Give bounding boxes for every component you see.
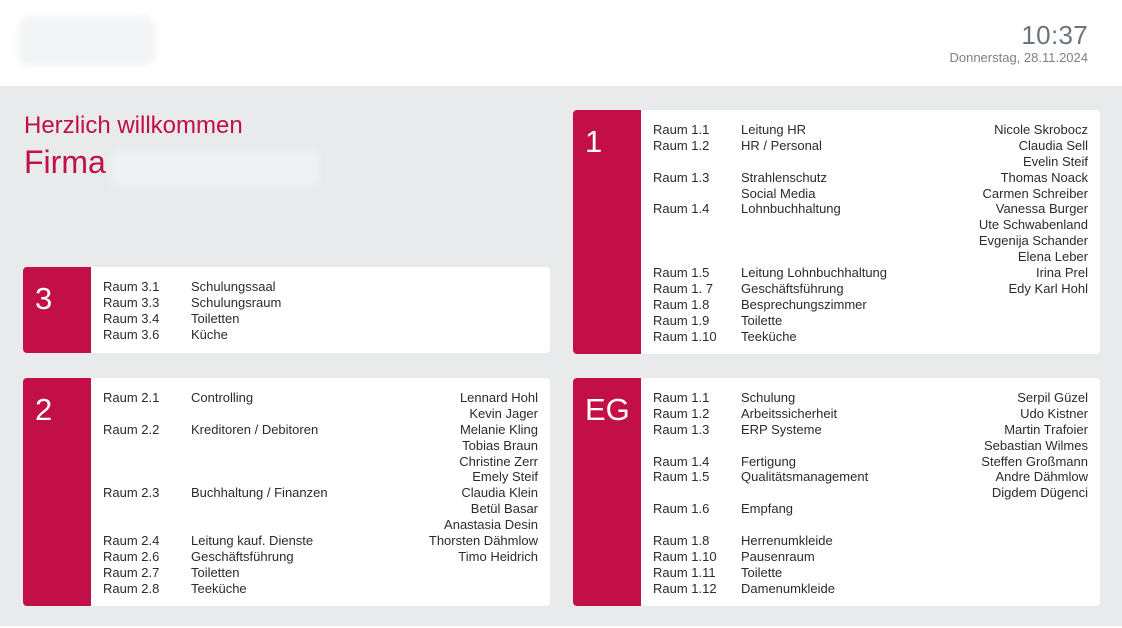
- room-row: [653, 265, 1088, 281]
- room-number: Raum 2.3: [103, 485, 160, 501]
- company-name: Firma: [24, 144, 106, 180]
- top-bar: [0, 0, 1122, 86]
- room-description: Toiletten: [191, 310, 240, 326]
- room-description: Fertigung: [741, 453, 796, 469]
- room-description: ERP Systeme: [741, 421, 822, 437]
- room-row: [653, 549, 1088, 565]
- room-number: Raum 1.1: [653, 122, 710, 137]
- room-row: [653, 438, 1088, 454]
- room-number: Raum 1.8: [653, 296, 710, 312]
- welcome-heading: Herzlich willkommen: [24, 112, 243, 139]
- room-description: Empfang: [741, 501, 794, 517]
- room-description: Geschäftsführung: [191, 548, 294, 564]
- room-number: Raum 3.3: [103, 294, 160, 310]
- room-description: Pausenraum: [741, 548, 815, 564]
- room-number: Raum 3.4: [103, 310, 160, 326]
- room-description: Besprechungszimmer: [741, 296, 867, 312]
- room-row: [103, 565, 538, 581]
- room-row: [103, 295, 538, 311]
- room-row: [103, 501, 538, 517]
- floor-badge: 1: [573, 110, 641, 354]
- floor-badge: 2: [23, 378, 91, 606]
- room-description: Controlling: [191, 390, 254, 405]
- person-name: Kevin Jager: [469, 405, 538, 421]
- room-description: Geschäftsführung: [741, 280, 844, 296]
- person-name: Ute Schwabenland: [978, 217, 1088, 233]
- room-number: Raum 2.8: [103, 580, 160, 596]
- room-list: [103, 390, 538, 597]
- person-name: Melanie Kling: [459, 421, 538, 437]
- room-number: Raum 1.2: [653, 405, 710, 421]
- room-row: [653, 138, 1088, 154]
- room-row: [653, 154, 1088, 170]
- person-name: Elena Leber: [1017, 249, 1088, 265]
- person-name: Tobias Braun: [462, 437, 538, 453]
- room-row: [653, 201, 1088, 217]
- room-number: Raum 1.9: [653, 312, 710, 328]
- room-description: Leitung kauf. Dienste: [191, 533, 314, 549]
- person-name: Carmen Schreiber: [982, 185, 1088, 201]
- clock-date: Donnerstag, 28.11.2024: [949, 50, 1088, 65]
- room-row: [653, 485, 1088, 501]
- person-name: Martin Trafoier: [1004, 421, 1088, 437]
- room-row: [103, 311, 538, 327]
- room-number: Raum 1.1: [653, 390, 710, 405]
- person-name: Thorsten Dähmlow: [428, 533, 538, 549]
- room-list: [653, 390, 1088, 597]
- person-name: Anastasia Desin: [444, 517, 538, 533]
- room-row: [103, 533, 538, 549]
- room-row: [103, 517, 538, 533]
- room-row: [653, 533, 1088, 549]
- person-name: Evelin Steif: [1022, 153, 1088, 169]
- person-name: Edy Karl Hohl: [1008, 280, 1088, 296]
- person-name: Irina Prel: [1035, 265, 1088, 281]
- room-row: [653, 422, 1088, 438]
- room-row: [653, 390, 1088, 406]
- room-row: [103, 469, 538, 485]
- company-logo: [18, 16, 156, 66]
- room-row: [653, 501, 1088, 517]
- room-row: [103, 549, 538, 565]
- floor-card-2: [23, 378, 550, 606]
- room-row: [653, 217, 1088, 233]
- room-number: Raum 2.2: [103, 421, 160, 437]
- person-name: Udo Kistner: [1020, 405, 1088, 421]
- room-number: Raum 3.6: [103, 326, 160, 342]
- room-description: Strahlenschutz: [741, 169, 827, 185]
- floor-badge: 3: [23, 267, 91, 353]
- room-row: [653, 517, 1088, 533]
- person-name: Evgenija Schander: [978, 233, 1088, 249]
- room-description: Küche: [191, 326, 228, 342]
- room-number: Raum 1.8: [653, 533, 710, 549]
- room-row: [653, 581, 1088, 597]
- room-number: Raum 1.6: [653, 501, 710, 517]
- floor-card-1: [573, 110, 1100, 354]
- room-number: Raum 2.1: [103, 390, 160, 405]
- room-row: [103, 406, 538, 422]
- room-description: Kreditoren / Debitoren: [191, 421, 319, 437]
- room-description: Damenumkleide: [741, 580, 835, 596]
- room-row: [653, 170, 1088, 186]
- person-name: Timo Heidrich: [458, 548, 538, 564]
- room-number: Raum 2.4: [103, 533, 160, 549]
- room-row: [653, 297, 1088, 313]
- room-row: [653, 329, 1088, 345]
- room-number: Raum 1. 7: [653, 280, 713, 296]
- room-list: [653, 122, 1088, 344]
- room-description: Qualitätsmanagement: [741, 469, 869, 485]
- room-number: Raum 1.10: [653, 548, 717, 564]
- room-description: Leitung HR: [741, 122, 807, 137]
- room-row: [103, 422, 538, 438]
- person-name: Lennard Hohl: [459, 390, 538, 405]
- room-row: [653, 406, 1088, 422]
- person-name: Steffen Großmann: [981, 453, 1088, 469]
- clock-time: 10:37: [1021, 20, 1088, 50]
- room-list: [103, 279, 538, 343]
- room-number: Raum 1.3: [653, 169, 710, 185]
- room-row: [653, 186, 1088, 202]
- floor-card-3: [23, 267, 550, 353]
- room-description: Schulungssaal: [191, 279, 276, 294]
- room-number: Raum 1.3: [653, 421, 710, 437]
- room-number: Raum 1.2: [653, 137, 710, 153]
- person-name: Emely Steif: [472, 469, 538, 485]
- room-number: Raum 3.1: [103, 279, 160, 294]
- person-name: Andre Dähmlow: [995, 469, 1088, 485]
- person-name: Thomas Noack: [1000, 169, 1088, 185]
- room-description: Toiletten: [191, 564, 240, 580]
- room-row: [103, 485, 538, 501]
- room-row: [103, 438, 538, 454]
- person-name: Sebastian Wilmes: [983, 437, 1088, 453]
- room-description: Herrenumkleide: [741, 533, 833, 549]
- room-number: Raum 2.6: [103, 548, 160, 564]
- room-description: Schulung: [741, 390, 796, 405]
- room-description: Toilette: [741, 312, 783, 328]
- room-row: [653, 565, 1088, 581]
- room-row: [103, 327, 538, 343]
- welcome-redacted-area: [110, 150, 320, 188]
- room-number: Raum 1.12: [653, 580, 717, 596]
- room-row: [653, 281, 1088, 297]
- room-description: HR / Personal: [741, 137, 822, 153]
- room-description: Arbeitssicherheit: [741, 405, 838, 421]
- room-number: Raum 2.7: [103, 564, 160, 580]
- room-row: [653, 469, 1088, 485]
- room-row: [653, 249, 1088, 265]
- room-row: [653, 122, 1088, 138]
- person-name: Claudia Sell: [1018, 137, 1088, 153]
- person-name: Vanessa Burger: [995, 201, 1088, 217]
- person-name: Claudia Klein: [461, 485, 538, 501]
- room-description: Toilette: [741, 564, 783, 580]
- room-row: [103, 279, 538, 295]
- room-row: [653, 233, 1088, 249]
- room-description: Lohnbuchhaltung: [741, 201, 841, 217]
- person-name: Serpil Güzel: [1017, 390, 1088, 405]
- room-row: [653, 313, 1088, 329]
- room-number: Raum 1.5: [653, 469, 710, 485]
- person-name: Nicole Skrobocz: [994, 122, 1088, 137]
- room-row: [103, 454, 538, 470]
- room-number: Raum 1.5: [653, 265, 710, 281]
- room-row: [653, 454, 1088, 470]
- room-number: Raum 1.10: [653, 328, 717, 344]
- room-description: Social Media: [741, 185, 816, 201]
- room-number: Raum 1.4: [653, 201, 710, 217]
- person-name: Digdem Dügenci: [991, 485, 1088, 501]
- room-row: [103, 390, 538, 406]
- room-description: Schulungsraum: [191, 294, 282, 310]
- floor-badge: EG: [573, 378, 641, 606]
- room-description: Teeküche: [741, 328, 797, 344]
- floor-card-eg: [573, 378, 1100, 606]
- room-description: Teeküche: [191, 580, 247, 596]
- room-row: [103, 581, 538, 597]
- room-number: Raum 1.4: [653, 453, 710, 469]
- person-name: Christine Zerr: [459, 453, 538, 469]
- room-number: Raum 1.11: [653, 564, 716, 580]
- room-description: Buchhaltung / Finanzen: [191, 485, 328, 501]
- room-description: Leitung Lohnbuchhaltung: [741, 265, 888, 281]
- person-name: Betül Basar: [470, 501, 538, 517]
